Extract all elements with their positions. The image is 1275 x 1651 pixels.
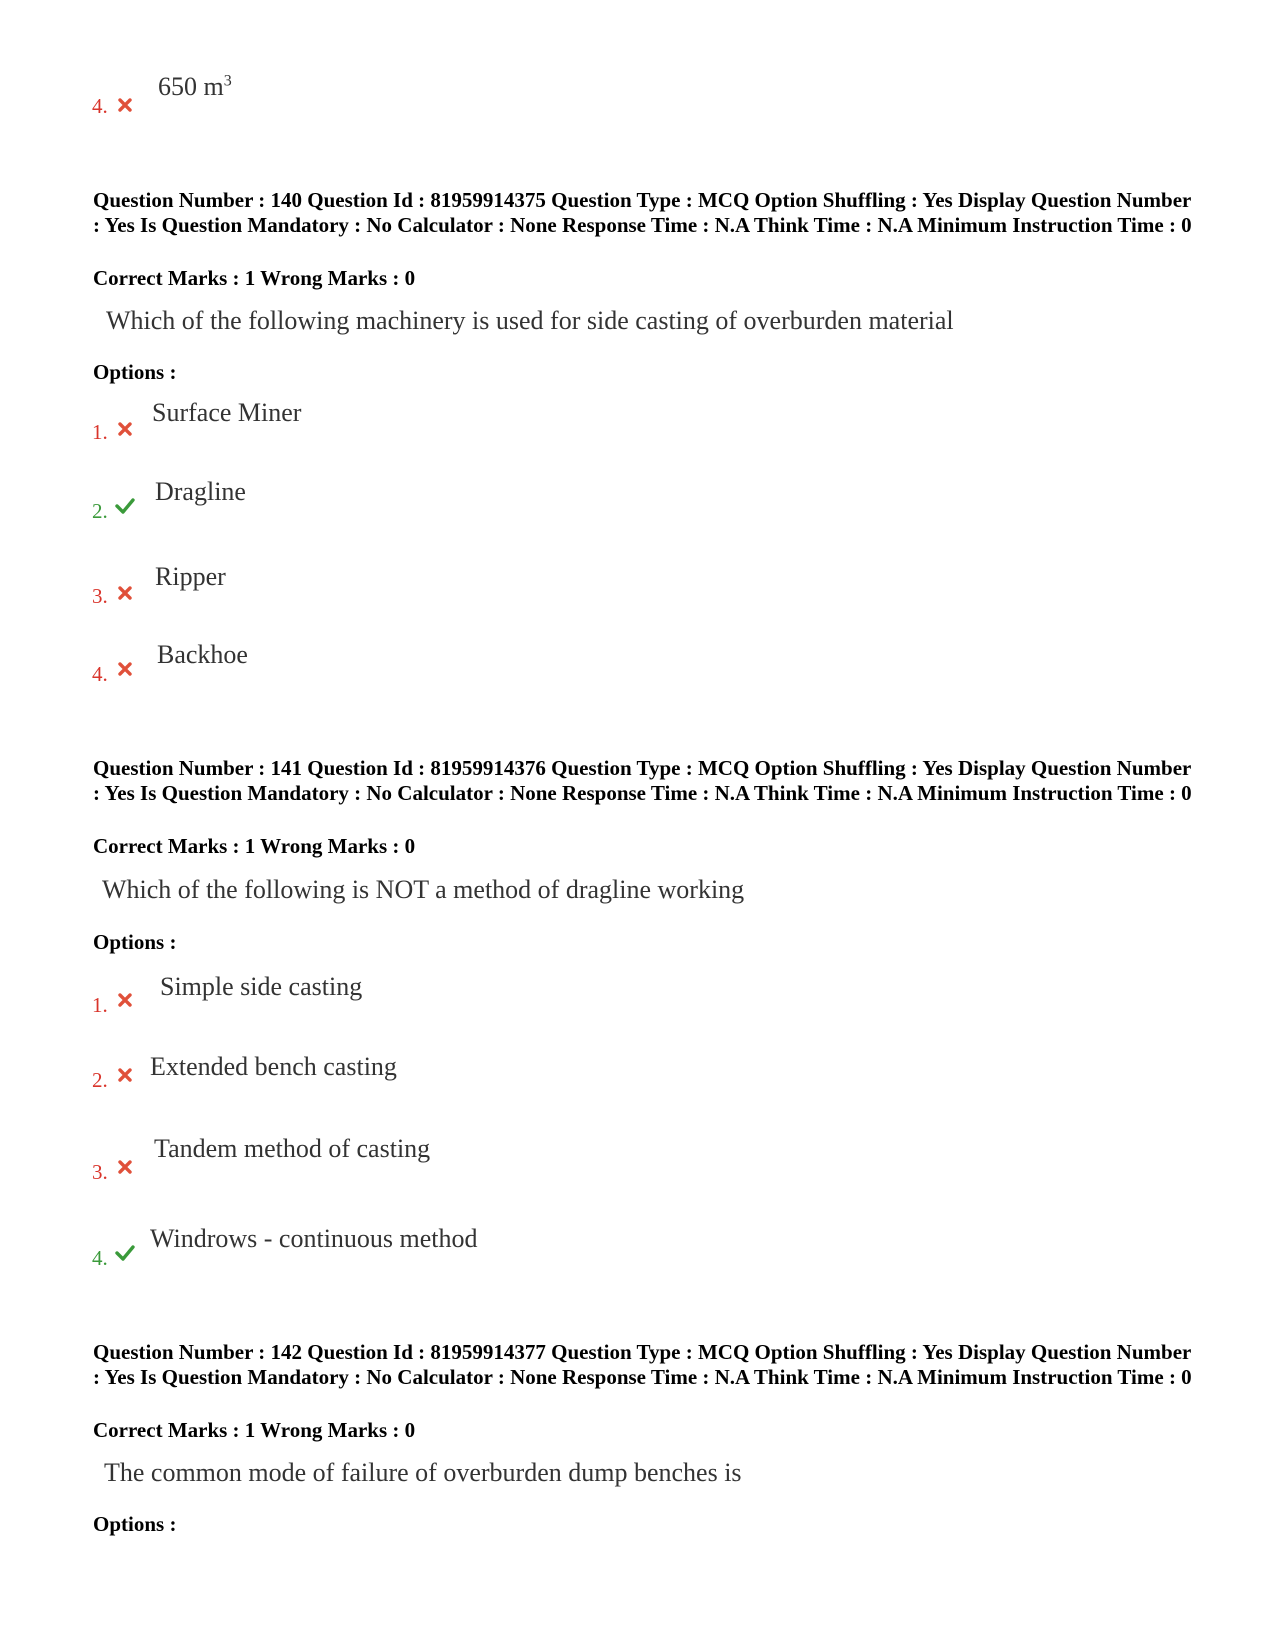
question-marks: Correct Marks : 1 Wrong Marks : 0 [93,266,416,290]
option-text: Ripper [155,562,226,591]
option-text: Extended bench casting [150,1052,397,1081]
option-text: Tandem method of casting [154,1134,431,1163]
option-number: 4. [92,94,108,118]
cross-icon [116,420,134,438]
cross-icon [116,660,134,678]
option-text [158,72,232,102]
option-text: Backhoe [157,640,248,669]
option-text: Windrows - continuous method [150,1224,478,1253]
option-text: Simple side casting [160,972,363,1001]
cross-icon [116,1158,134,1176]
options-label: Options : [93,930,177,954]
option-number: 3. [92,1160,108,1184]
option-number: 4. [92,1246,108,1270]
option-superscript: 3 [223,72,232,90]
question-marks: Correct Marks : 1 Wrong Marks : 0 [93,1418,416,1442]
question-meta: Question Number : 142 Question Id : 81959914377 Question Type : MCQ Option Shuffling : Yes Display Question Number : Yes Is Question Mandatory : No Calculator : None Response Time : N.A Think Time : N.A Minimum Instruction Time : 0 [93,1340,1192,1389]
cross-icon [116,1066,134,1084]
option-number: 2. [92,499,108,523]
question-meta: Question Number : 141 Question Id : 81959914376 Question Type : MCQ Option Shuffling : Yes Display Question Number : Yes Is Question Mandatory : No Calculator : None Response Time : N.A Think Time : N.A Minimum Instruction Time : 0 [93,756,1192,805]
option-number: 2. [92,1068,108,1092]
cross-icon [116,584,134,602]
options-label: Options : [93,360,177,384]
check-icon [114,1244,136,1262]
option-text: Dragline [155,477,246,506]
cross-icon [116,991,134,1009]
option-number: 4. [92,662,108,686]
option-number: 1. [92,993,108,1017]
question-text: Which of the following is NOT a method of dragline working [102,875,745,904]
question-text: The common mode of failure of overburden dump benches is [104,1458,742,1487]
option-text: Surface Miner [152,398,302,427]
option-number: 1. [92,420,108,444]
options-label: Options : [93,1512,177,1536]
question-meta: Question Number : 140 Question Id : 81959914375 Question Type : MCQ Option Shuffling : Yes Display Question Number : Yes Is Question Mandatory : No Calculator : None Response Time : N.A Think Time : N.A Minimum Instruction Time : 0 [93,188,1192,237]
option-number: 3. [92,584,108,608]
option-value: 650 m [158,72,224,101]
cross-icon [116,96,134,114]
question-marks: Correct Marks : 1 Wrong Marks : 0 [93,834,416,858]
question-text: Which of the following machinery is used for side casting of overburden material [106,306,954,335]
check-icon [114,497,136,515]
